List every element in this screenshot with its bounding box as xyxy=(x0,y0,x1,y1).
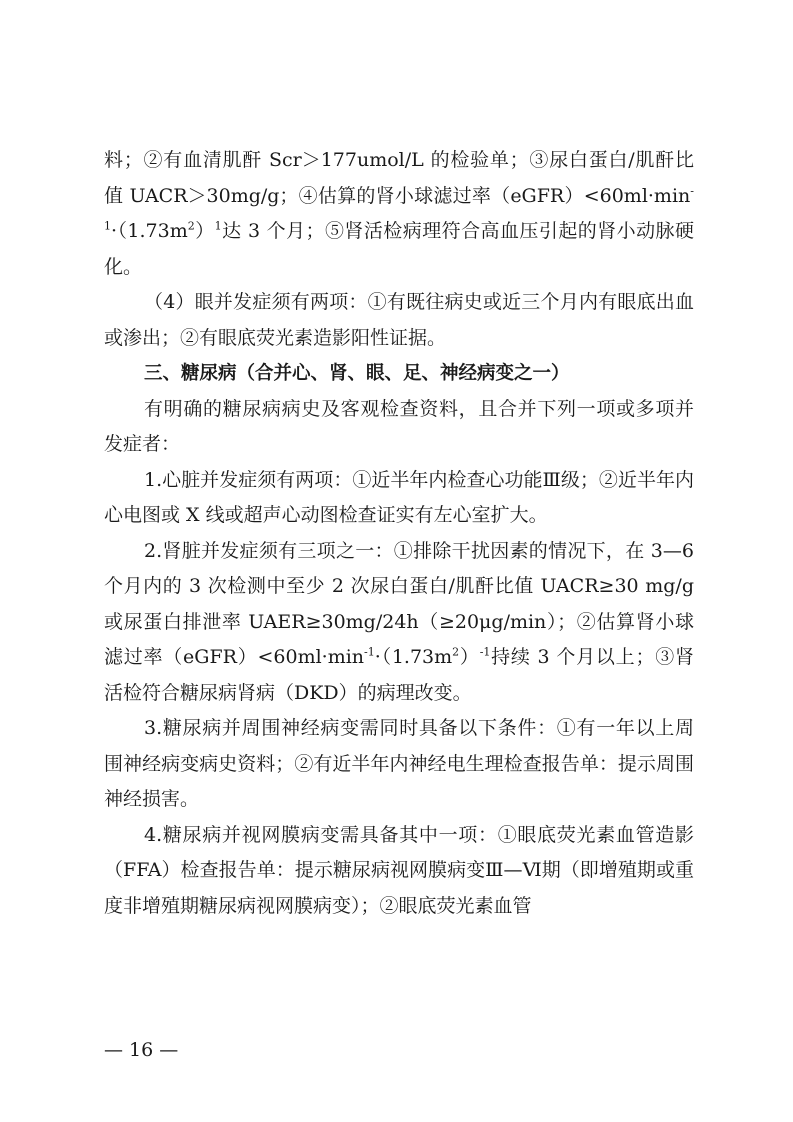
paragraph-neuropathy: 3.糖尿病并周围神经病变需同时具备以下条件：①有一年以上周围神经病变病史资料；②有近半年内神经电生理检查报告单：提示周围神经损害。 xyxy=(104,717,694,810)
text-run: ） xyxy=(459,646,480,668)
text-run: ） xyxy=(194,220,215,242)
text-run: ·（1.73m xyxy=(374,646,453,668)
superscript: 1 xyxy=(214,219,222,233)
paragraph-kidney-complications xyxy=(104,534,694,712)
superscript: 2 xyxy=(187,219,195,233)
paragraph-heart-complications: 1.心脏并发症须有两项：①近半年内检查心功能Ⅲ级；②近半年内心电图或 X 线或超声心动图检查证实有左心室扩大。 xyxy=(104,468,694,526)
text-run: 持续 3 个月以上；③肾活检符合糖尿病肾病（DKD）的病理改变。 xyxy=(104,646,694,704)
paragraph-eye-complications: （4）眼并发症须有两项：①有既往病史或近三个月内有眼底出血或渗出；②有眼底荧光素造影阳性证据。 xyxy=(104,291,694,349)
text-run: 料；②有血清肌酐 Scr＞177umol/L 的检验单；③尿白蛋白/肌酐比值 UACR＞30mg/g；④估算的肾小球滤过率（eGFR）<60ml·min xyxy=(104,149,694,207)
document-body xyxy=(104,143,694,924)
text-run: 达 3 个月；⑤肾活检病理符合高血压引起的肾小动脉硬化。 xyxy=(104,220,694,278)
text-run: ·（1.73m xyxy=(111,220,188,242)
superscript: -1 xyxy=(104,184,694,233)
page-number: — 16 — xyxy=(104,1039,179,1061)
superscript: -1 xyxy=(364,645,375,659)
paragraph-renal-criteria-continued xyxy=(104,143,694,285)
section-heading-diabetes: 三、糖尿病（合并心、肾、眼、足、神经病变之一） xyxy=(144,363,570,384)
superscript: 2 xyxy=(452,645,460,659)
paragraph-diabetes-intro: 有明确的糖尿病病史及客观检查资料，且合并下列一项或多项并发症者： xyxy=(104,397,694,455)
superscript: -1 xyxy=(479,645,491,659)
paragraph-retinopathy: 4.糖尿病并视网膜病变需具备其中一项：①眼底荧光素血管造影（FFA）检查报告单：提示糖尿病视网膜病变Ⅲ—Ⅵ期（即增殖期或重度非增殖期糖尿病视网膜病变）；②眼底荧光素血管 xyxy=(104,823,694,917)
text-run: 2.肾脏并发症须有三项之一：①排除干扰因素的情况下，在 3—6 个月内的 3 次检测中至少 2 次尿白蛋白/肌酐比值 UACR≥30 mg/g 或尿蛋白排泄率 UAER≥30mg/24h（≥20μg/min）；②估算肾小球滤过率（eGFR）<60ml·min xyxy=(104,539,694,668)
